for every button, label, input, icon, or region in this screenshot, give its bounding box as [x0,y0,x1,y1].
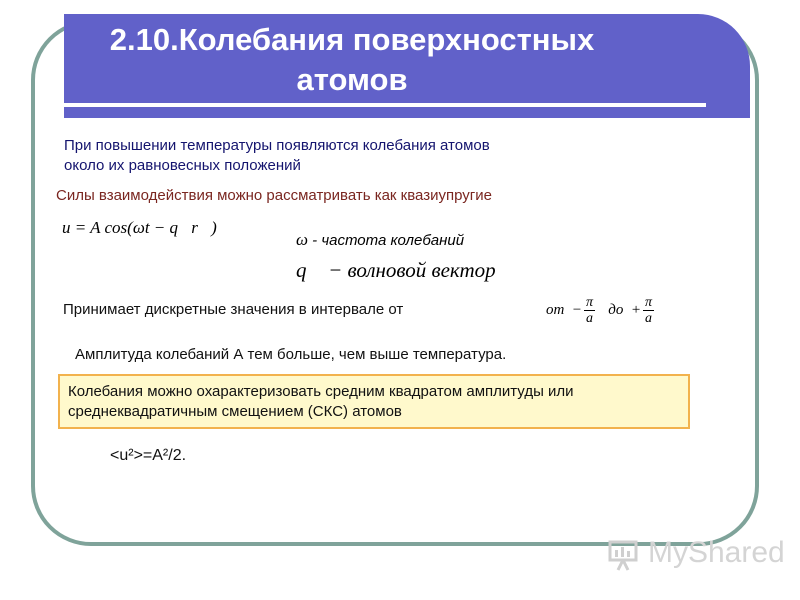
to-word: до [608,302,624,318]
amplitude-text: Амплитуда колебаний А тем больше, чем выше температура. [75,346,507,363]
watermark-logo-icon [608,538,644,572]
watermark-text: MyShared [648,536,785,569]
msd-formula: <u²>=A²/2. [110,447,187,464]
msd-box-text: Колебания можно охарактеризовать средним квадратом амплитуды или среднеквадратичным смещением (СКС) атомов [68,383,574,420]
slide-title: 2.10.Колебания поверхностных атомов [109,22,595,97]
formula-u: u = A cos(ωt − q⃗r⃗) [62,218,217,237]
omega-symbol: ω [296,230,309,249]
title-underline [64,103,706,107]
from-word: от [546,302,565,318]
omega-line [296,231,464,250]
fraction-numerator: π [585,294,593,310]
interval-formula [546,290,656,330]
minus-sign: − [571,302,582,318]
fraction-plus-pi-over-a [643,296,654,326]
fraction-denominator: a [585,310,593,326]
intro-line-1: При повышении температуры появляются колебания атомов [64,137,490,154]
fraction-numerator: π [644,294,652,310]
discrete-values-text: Принимает дискретные значения в интервале от [63,301,404,318]
plus-sign: + [630,302,641,318]
intro-line-2: около их равновесных положений [64,157,301,174]
forces-text: Силы взаимодействия можно рассматривать как квазиупругие [56,187,492,204]
fraction-denominator: a [644,310,652,326]
omega-description: - частота колебаний [308,232,465,249]
fraction-minus-pi-over-a [584,296,595,326]
msd-highlight-box [58,374,690,429]
wave-vector-formula: q⃗ − волновой вектор [296,258,496,282]
